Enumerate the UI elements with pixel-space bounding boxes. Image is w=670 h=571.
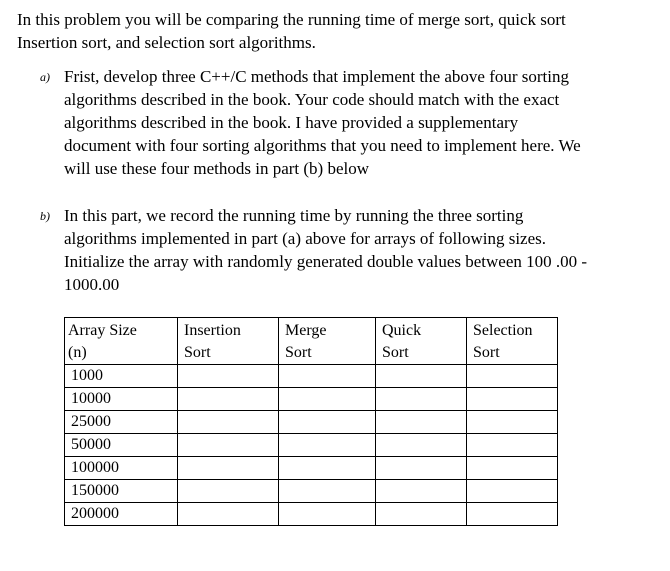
merge-time-cell: [279, 480, 376, 503]
part-a-line: algorithms described in the book. I have provided a supplementary: [64, 113, 519, 132]
part-b-marker: b): [40, 209, 50, 223]
array-size-cell: 100000: [65, 457, 178, 480]
selection-time-cell: [467, 411, 558, 434]
table-row: [65, 411, 558, 434]
part-a-line: algorithms described in the book. Your code should match with the exact: [64, 90, 560, 109]
array-size-cell: 10000: [65, 388, 178, 411]
selection-time-cell: [467, 434, 558, 457]
table-row: [65, 480, 558, 503]
part-a-marker: a): [40, 70, 50, 84]
table-row: [65, 365, 558, 388]
header-insertion-sort: Insertion Sort: [178, 318, 279, 365]
quick-time-cell: [376, 411, 467, 434]
header-selection-sort: Selection Sort: [467, 318, 558, 365]
quick-time-cell: [376, 480, 467, 503]
part-b-line: In this part, we record the running time by running the three sorting: [64, 206, 524, 225]
part-b-line: algorithms implemented in part (a) above for arrays of following sizes.: [64, 229, 546, 248]
array-size-cell: 25000: [65, 411, 178, 434]
insertion-time-cell: [178, 480, 279, 503]
running-time-table: [64, 317, 558, 526]
quick-time-cell: [376, 365, 467, 388]
insertion-time-cell: [178, 365, 279, 388]
header-quick-sort: Quick Sort: [376, 318, 467, 365]
intro-line-2: Insertion sort, and selection sort algorithms.: [17, 33, 316, 52]
table-header-row: [65, 318, 558, 365]
insertion-time-cell: [178, 411, 279, 434]
part-a-line: Frist, develop three C++/C methods that implement the above four sorting: [64, 67, 570, 86]
quick-time-cell: [376, 388, 467, 411]
array-size-cell: 200000: [65, 503, 178, 526]
part-a-text: [64, 65, 654, 180]
header-merge-sort: Merge Sort: [279, 318, 376, 365]
quick-time-cell: [376, 457, 467, 480]
table-row: [65, 457, 558, 480]
merge-time-cell: [279, 457, 376, 480]
selection-time-cell: [467, 503, 558, 526]
intro-paragraph: [17, 8, 657, 54]
table-row: [65, 503, 558, 526]
array-size-cell: 1000: [65, 365, 178, 388]
header-array-size: Array Size (n): [65, 318, 178, 365]
selection-time-cell: [467, 480, 558, 503]
selection-time-cell: [467, 365, 558, 388]
merge-time-cell: [279, 388, 376, 411]
insertion-time-cell: [178, 503, 279, 526]
table-row: [65, 434, 558, 457]
part-b-text: [64, 204, 654, 296]
array-size-cell: 150000: [65, 480, 178, 503]
merge-time-cell: [279, 434, 376, 457]
part-b-line: Initialize the array with randomly generated double values between 100 .00 -: [64, 252, 588, 271]
table-row: [65, 388, 558, 411]
part-b-line: 1000.00: [64, 275, 120, 294]
selection-time-cell: [467, 388, 558, 411]
intro-line-1: In this problem you will be comparing the running time of merge sort, quick sort: [17, 10, 566, 29]
merge-time-cell: [279, 365, 376, 388]
part-a-line: will use these four methods in part (b) below: [64, 159, 369, 178]
quick-time-cell: [376, 434, 467, 457]
selection-time-cell: [467, 457, 558, 480]
insertion-time-cell: [178, 434, 279, 457]
insertion-time-cell: [178, 457, 279, 480]
insertion-time-cell: [178, 388, 279, 411]
part-a-line: document with four sorting algorithms that you need to implement here. We: [64, 136, 581, 155]
quick-time-cell: [376, 503, 467, 526]
merge-time-cell: [279, 411, 376, 434]
merge-time-cell: [279, 503, 376, 526]
array-size-cell: 50000: [65, 434, 178, 457]
